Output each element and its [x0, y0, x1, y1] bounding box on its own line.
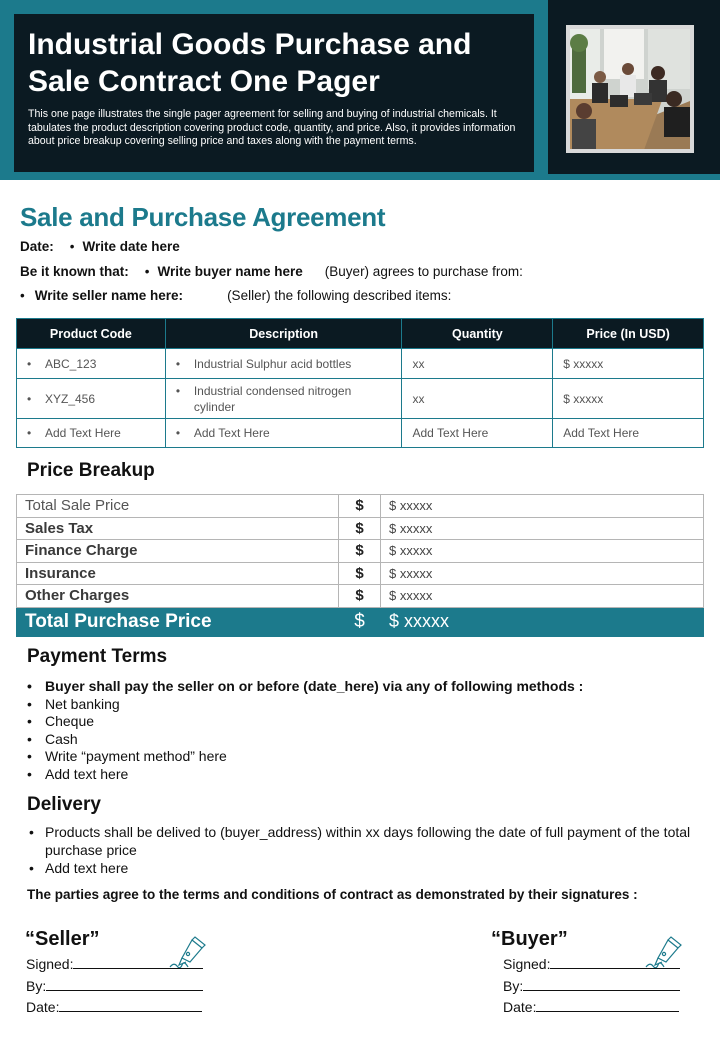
seller-date-row — [26, 998, 202, 1015]
breakup-currency: $ — [339, 517, 381, 540]
known-label: Be it known that: — [20, 264, 129, 279]
bullet: • — [69, 239, 75, 254]
payment-method-item: • Add text here — [27, 766, 583, 784]
date-sig-label: Date: — [26, 999, 60, 1015]
breakup-value: $ xxxxx — [381, 540, 704, 563]
header-divider — [0, 174, 720, 180]
buyer-title: “Buyer” — [491, 928, 568, 950]
total-row — [17, 607, 704, 636]
breakup-currency: $ — [339, 540, 381, 563]
buyer-date-line[interactable] — [536, 998, 679, 1012]
payment-method-item: • Net banking — [27, 696, 583, 714]
header-quantity: Quantity — [402, 319, 553, 349]
signed-label: Signed: — [26, 956, 74, 972]
seller-signature-line[interactable] — [73, 955, 203, 969]
bullet: • — [144, 264, 150, 279]
buyer-signature-line[interactable] — [550, 955, 680, 969]
product-code: XYZ_456 — [45, 391, 96, 406]
page-subtitle: This one page illustrates the single pager agreement for selling and buying of industrial chemicals. It tabulates the product description covering product code, quantity, and price. Also, it provides information about price breakup covering selling price and taxes along with the payment terms. — [28, 108, 516, 147]
total-currency: $ — [339, 607, 381, 636]
date-value[interactable]: Write date here — [82, 239, 180, 254]
breakup-currency: $ — [339, 585, 381, 608]
buyer-signed-row — [503, 955, 680, 972]
seller-signed-row — [26, 955, 203, 972]
breakup-currency: $ — [339, 495, 381, 518]
product-code-cell: • ABC_123 — [17, 349, 166, 379]
price-cell: Add Text Here — [553, 419, 704, 448]
meeting-photo — [566, 25, 694, 153]
seller-line — [20, 288, 451, 303]
page-title: Industrial Goods Purchase and Sale Contract One Pager — [28, 28, 472, 98]
payment-method-item: • Write “payment method” here — [27, 748, 583, 766]
buyer-by-row — [503, 977, 680, 994]
closing-statement: The parties agree to the terms and conditions of contract as demonstrated by their signatures : — [27, 887, 638, 902]
breakup-value: $ xxxxx — [381, 495, 704, 518]
product-code: Add Text Here — [45, 426, 121, 440]
signed-label: Signed: — [503, 956, 551, 972]
breakup-row — [17, 585, 704, 608]
product-table — [16, 318, 704, 448]
seller-by-row — [26, 977, 203, 994]
breakup-value: $ xxxxx — [381, 517, 704, 540]
delivery-list — [27, 823, 695, 877]
payment-lead: • Buyer shall pay the seller on or before (date_here) via any of following methods : — [27, 678, 583, 696]
breakup-label: Total Sale Price — [17, 495, 339, 518]
description-cell: • Add Text Here — [165, 419, 402, 448]
buyer-date-row — [503, 998, 679, 1015]
payment-method-item: • Cheque — [27, 713, 583, 731]
seller-date-line[interactable] — [59, 998, 202, 1012]
seller-name[interactable]: Write seller name here: — [34, 288, 184, 303]
payment-terms-title: Payment Terms — [27, 646, 168, 667]
breakup-row — [17, 540, 704, 563]
breakup-row — [17, 562, 704, 585]
table-row — [17, 419, 704, 448]
seller-by-line[interactable] — [46, 977, 203, 991]
price-breakup-title: Price Breakup — [27, 460, 155, 481]
breakup-label: Other Charges — [17, 585, 339, 608]
product-code-cell: • Add Text Here — [17, 419, 166, 448]
bullet: • — [20, 288, 25, 303]
quantity-cell: xx — [402, 349, 553, 379]
date-sig-label: Date: — [503, 999, 537, 1015]
seller-suffix: (Seller) the following described items: — [227, 288, 452, 303]
agreement-title: Sale and Purchase Agreement — [20, 202, 386, 232]
header-description: Description — [165, 319, 402, 349]
buyer-suffix: (Buyer) agrees to purchase from: — [324, 264, 523, 279]
breakup-label: Insurance — [17, 562, 339, 585]
price-cell: $ xxxxx — [553, 349, 704, 379]
total-label: Total Purchase Price — [17, 607, 339, 636]
buyer-name[interactable]: Write buyer name here — [157, 264, 303, 279]
price-breakup-table — [16, 494, 704, 637]
breakup-value: $ xxxxx — [381, 585, 704, 608]
breakup-label: Finance Charge — [17, 540, 339, 563]
product-code-cell: • XYZ_456 — [17, 379, 166, 419]
description-cell: • Industrial condensed nitrogen cylinder — [165, 379, 402, 419]
total-value: $ xxxxx — [381, 607, 704, 636]
table-row — [17, 379, 704, 419]
payment-list — [27, 678, 583, 784]
breakup-value: $ xxxxx — [381, 562, 704, 585]
delivery-item: • Products shall be delived to (buyer_address) within xx days following the date of full payment of the total purchase price — [27, 823, 695, 859]
description-cell: • Industrial Sulphur acid bottles — [165, 349, 402, 379]
buyer-by-line[interactable] — [523, 977, 680, 991]
buyer-line — [20, 264, 523, 279]
header-price: Price (In USD) — [553, 319, 704, 349]
table-header-row — [17, 319, 704, 349]
breakup-row — [17, 517, 704, 540]
table-row — [17, 349, 704, 379]
price-cell: $ xxxxx — [553, 379, 704, 419]
product-code: ABC_123 — [45, 356, 97, 371]
quantity-cell: Add Text Here — [402, 419, 553, 448]
delivery-item: • Add text here — [27, 859, 695, 877]
breakup-row — [17, 495, 704, 518]
by-label: By: — [26, 978, 47, 994]
product-description: Industrial Sulphur acid bottles — [193, 356, 352, 371]
seller-title: “Seller” — [25, 928, 100, 950]
breakup-label: Sales Tax — [17, 517, 339, 540]
product-description: Add Text Here — [193, 426, 270, 440]
breakup-currency: $ — [339, 562, 381, 585]
product-description: Industrial condensed nitrogen cylinder — [193, 383, 352, 414]
payment-method-item: • Cash — [27, 731, 583, 749]
date-label: Date: — [20, 239, 54, 254]
delivery-title: Delivery — [27, 794, 101, 815]
date-line — [20, 239, 180, 254]
by-label: By: — [503, 978, 524, 994]
header-product-code: Product Code — [17, 319, 166, 349]
quantity-cell: xx — [402, 379, 553, 419]
